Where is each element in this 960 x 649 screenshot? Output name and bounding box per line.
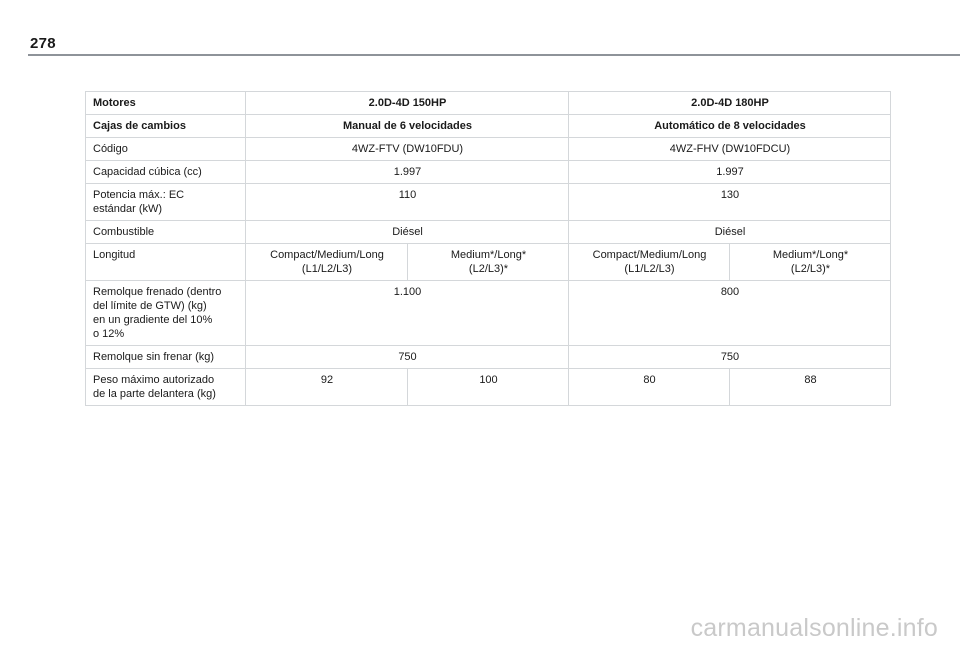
- cell-value: 4WZ-FHV (DW10FDCU): [569, 138, 891, 161]
- table-row-motores: [86, 92, 891, 115]
- table-row-remolque-frenado: [86, 281, 891, 346]
- cell-value: Diésel: [246, 221, 569, 244]
- engine-specs-table: [85, 91, 891, 406]
- cell-value: 88: [730, 369, 891, 406]
- row-label: Cajas de cambios: [86, 115, 246, 138]
- row-label: Código: [86, 138, 246, 161]
- row-label-line: estándar (kW): [93, 203, 163, 215]
- table-row-codigo: [86, 138, 891, 161]
- cell-value: [569, 244, 730, 281]
- row-label: Capacidad cúbica (cc): [86, 161, 246, 184]
- header-divider: [28, 54, 960, 56]
- cell-line: (L1/L2/L3): [624, 263, 675, 275]
- row-label: Motores: [86, 92, 246, 115]
- row-label-line: Remolque frenado (dentro: [93, 286, 222, 298]
- row-label: Longitud: [86, 244, 246, 281]
- cell-value: 100: [408, 369, 569, 406]
- row-label: Combustible: [86, 221, 246, 244]
- cell-value: Manual de 6 velocidades: [246, 115, 569, 138]
- cell-value: 1.997: [246, 161, 569, 184]
- row-label-line: Peso máximo autorizado: [93, 374, 215, 386]
- row-label-line: Potencia máx.: EC: [93, 189, 185, 201]
- cell-line: (L2/L3)*: [468, 263, 509, 275]
- watermark: carmanualsonline.info: [690, 614, 938, 642]
- row-label-line: de la parte delantera (kg): [93, 388, 216, 400]
- table-row-remolque-sin-frenar: [86, 346, 891, 369]
- cell-line: Compact/Medium/Long: [270, 249, 384, 261]
- cell-value: [730, 244, 891, 281]
- cell-line: Compact/Medium/Long: [592, 249, 707, 261]
- cell-value: 92: [246, 369, 408, 406]
- table-row-potencia: [86, 184, 891, 221]
- cell-value: 110: [246, 184, 569, 221]
- cell-value: 750: [569, 346, 891, 369]
- table-row-combustible: [86, 221, 891, 244]
- row-label: Remolque sin frenar (kg): [86, 346, 246, 369]
- cell-value: [246, 244, 408, 281]
- cell-value: 2.0D-4D 180HP: [569, 92, 891, 115]
- row-label: [86, 369, 246, 406]
- table-row-cajas: [86, 115, 891, 138]
- cell-value: 800: [569, 281, 891, 346]
- row-label: [86, 281, 246, 346]
- table-row-capacidad: [86, 161, 891, 184]
- cell-line: (L1/L2/L3): [301, 263, 353, 275]
- table-row-longitud: [86, 244, 891, 281]
- row-label: [86, 184, 246, 221]
- cell-value: Automático de 8 velocidades: [569, 115, 891, 138]
- row-label-line: o 12%: [93, 328, 125, 340]
- cell-value: [408, 244, 569, 281]
- cell-line: Medium*/Long*: [772, 249, 849, 261]
- cell-value: 80: [569, 369, 730, 406]
- page-number: 278: [30, 35, 56, 52]
- cell-value: 4WZ-FTV (DW10FDU): [246, 138, 569, 161]
- cell-line: Medium*/Long*: [450, 249, 527, 261]
- row-label-line: en un gradiente del 10%: [93, 314, 213, 326]
- table-row-peso-maximo: [86, 369, 891, 406]
- cell-value: 750: [246, 346, 569, 369]
- cell-line: (L2/L3)*: [790, 263, 831, 275]
- cell-value: Diésel: [569, 221, 891, 244]
- cell-value: 2.0D-4D 150HP: [246, 92, 569, 115]
- row-label-line: del límite de GTW) (kg): [93, 300, 207, 312]
- cell-value: 1.997: [569, 161, 891, 184]
- cell-value: 1.100: [246, 281, 569, 346]
- cell-value: 130: [569, 184, 891, 221]
